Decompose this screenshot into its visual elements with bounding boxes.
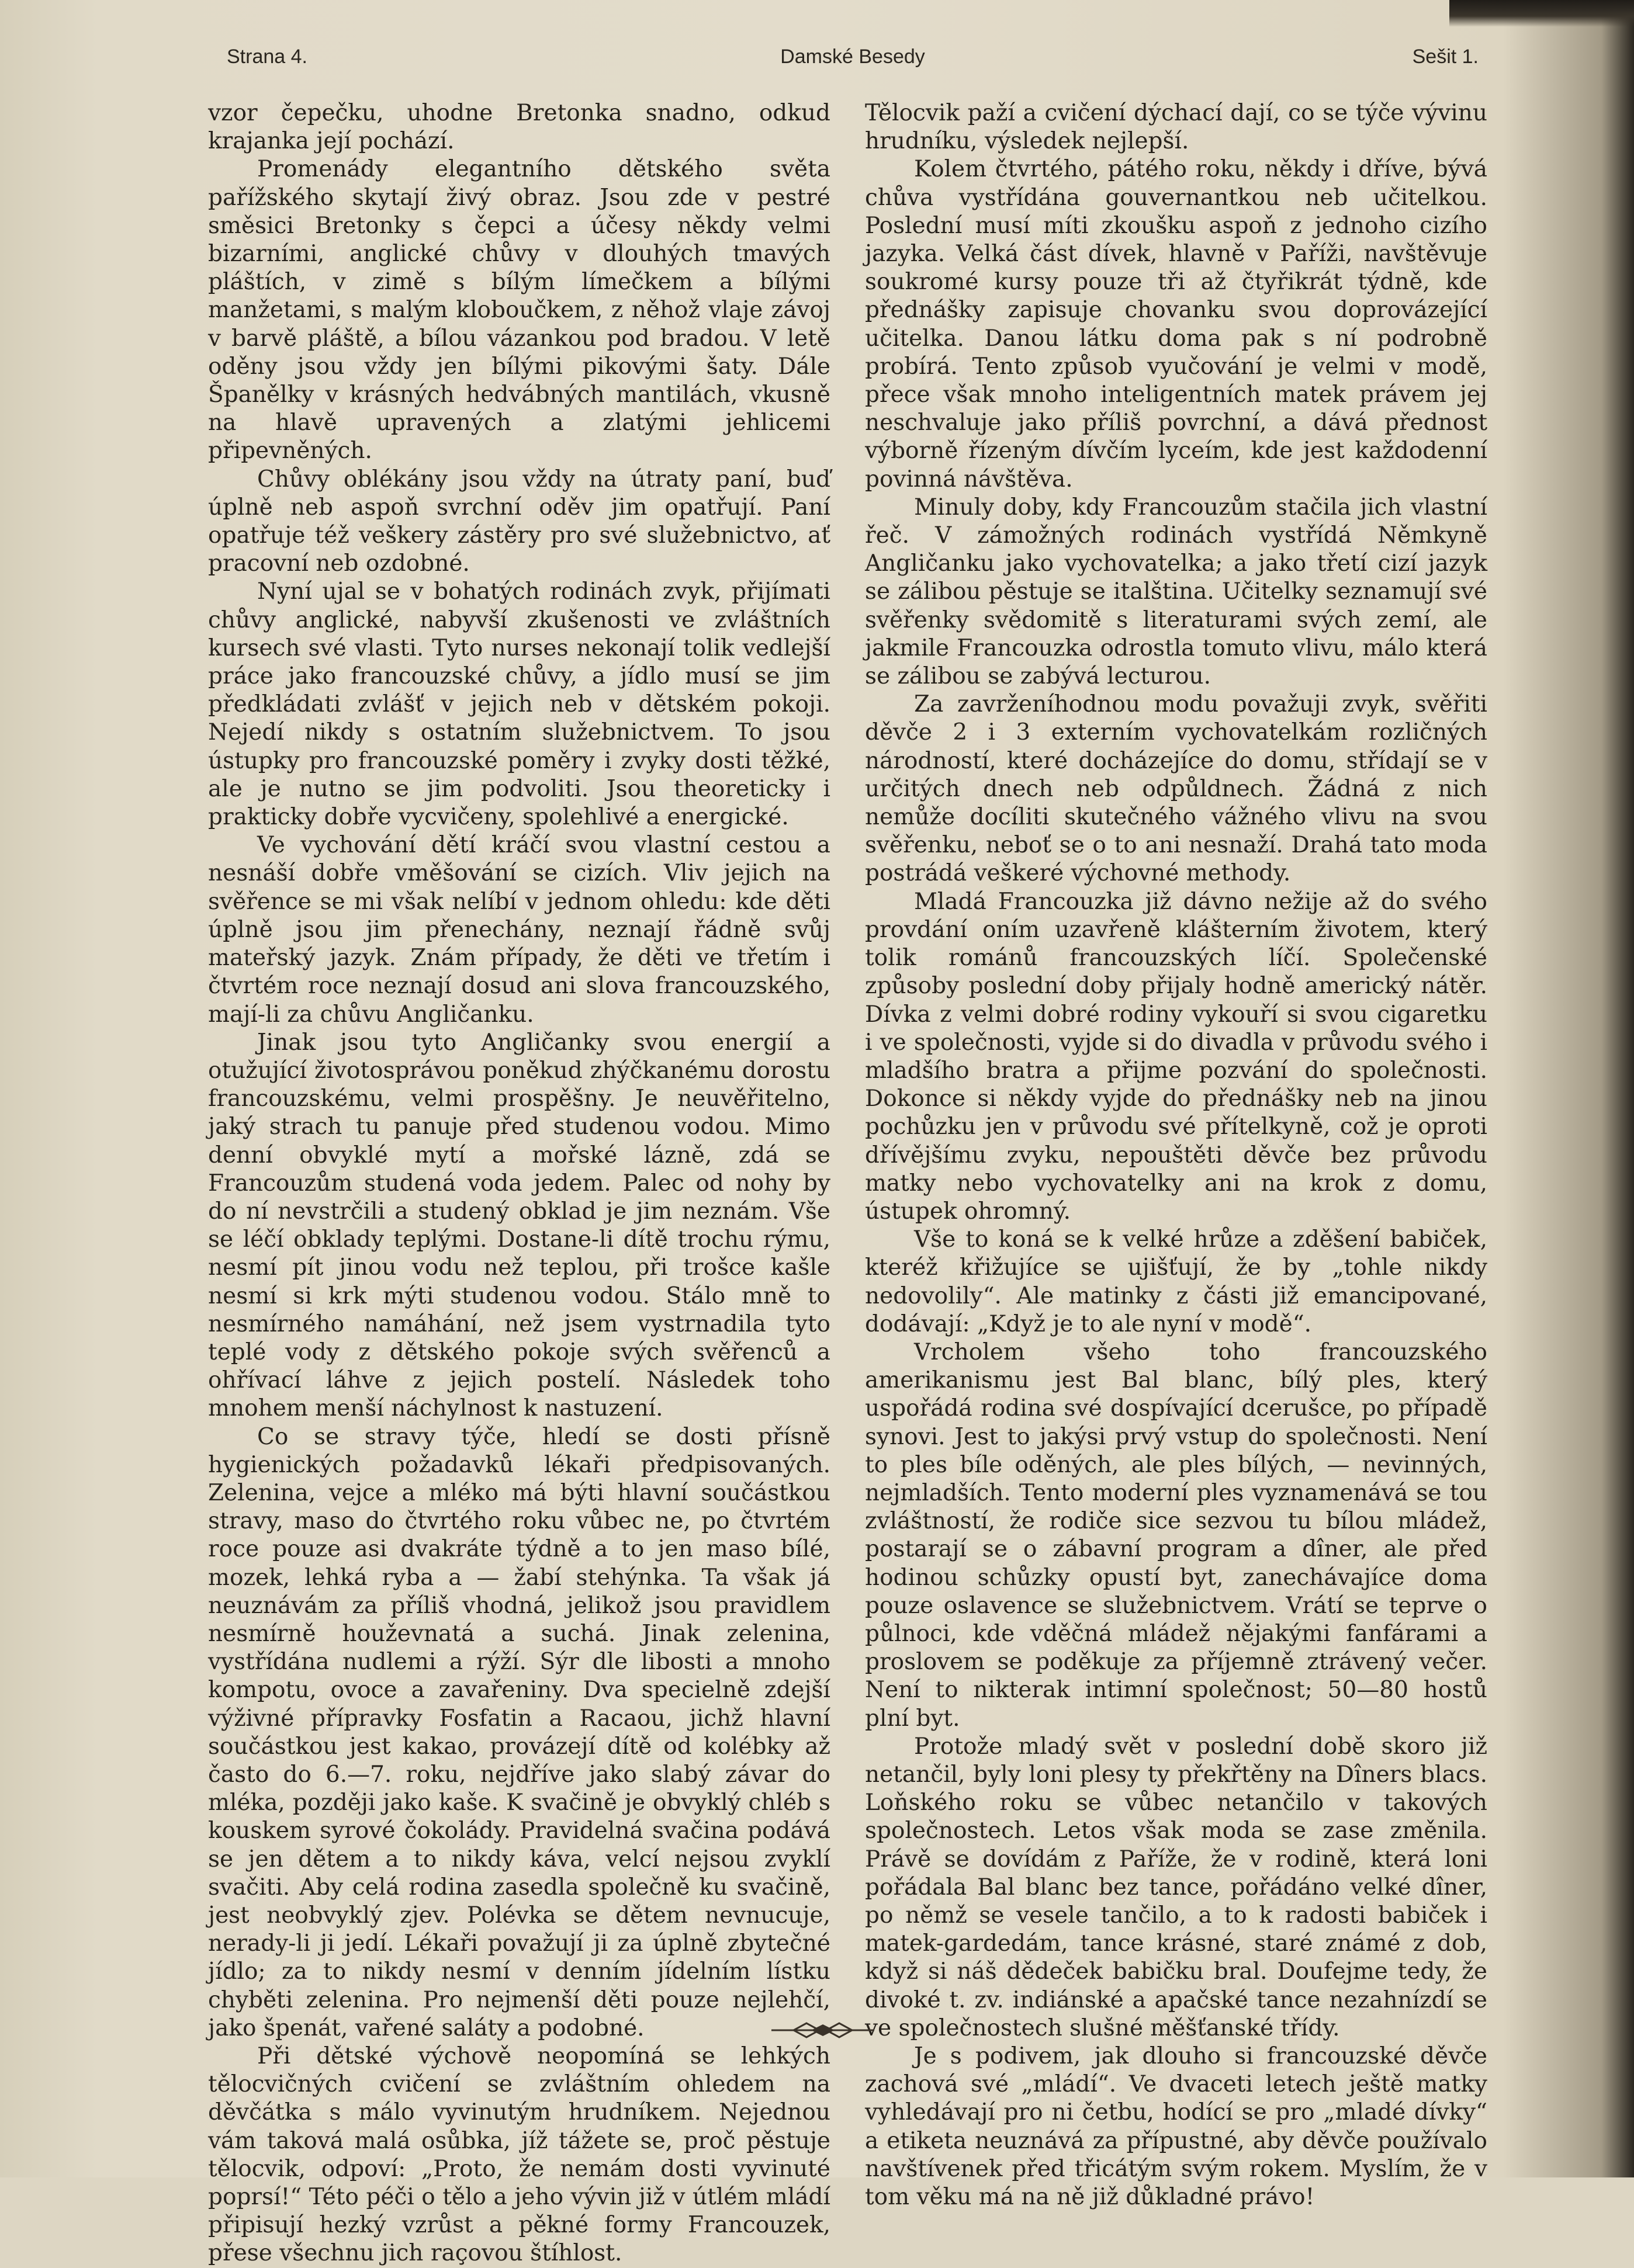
paragraph: Nyní ujal se v bohatých rodinách zvyk, přijímati chůvy anglické, nabyvší zkušenosti ve zvláštních kursech své vlasti. Tyto nurses nekonají tolik vedlejší práce jako francouzské chůvy, a jídlo musí se jim předkládati zvlášť v jejich neb v dětském pokoji. Nejedí nikdy s ostatním služebnictvem. To jsou ústupky pro francouzské poměry i zvyky dosti těžké, ale je nutno se jim podvoliti. Jsou theoreticky i prakticky dobře vycvičeny, spolehlivé a energické.	[208, 578, 830, 831]
scan-edge-shadow	[1449, 0, 1634, 27]
paragraph: Co se stravy týče, hledí se dosti přísně hygienických požadavků lékaři předpisovaných. Zelenina, vejce a mléko má býti hlavní součástkou stravy, maso do čtvrtého roku vůbec ne, po čtvrtém roce pouze asi dvakráte týdně a to jen maso bílé, mozek, lehká ryba a — žabí stehýnka. Ta však já neuznávám za příliš vhodná, jelikož jsou pravidlem nesmírně houževnatá a suchá. Jinak zelenina, vystřídána nudlemi a rýží. Sýr dle libosti a mnoho kompotu, ovoce a zavařeniny. Dva specielně zdejší výživné přípravky Fosfatin a Racaou, jichž hlavní součástkou jest kakao, provázejí dítě od kolébky až často do 6.—7. roku, nejdříve jako slabý závar do mléka, později jako kaše. K svačině je obvyklý chléb s kouskem syrové čokolády. Pravidelná svačina podává se jen dětem a to nikdy káva, velcí nejsou zvyklí svačiti. Aby celá rodina zasedla společně ku svačině, jest neobvyklý zjev. Polévka se dětem nevnucuje, nerady-li ji jedí. Lékaři považují ji za úplně zbytečné jídlo; za to nikdy nesmí v denním jídelním lístku chyběti zelenina. Pro nejmenší děti pouze nejlehčí, jako špenát, vařené saláty a podobné.	[208, 1423, 830, 2041]
paragraph: Vrcholem všeho toho francouzského amerikanismu jest Bal blanc, bílý ples, který uspořádá rodina své dospívající dcerušce, po případě synovi. Jest to jakýsi prvý vstup do společnosti. Není to ples bíle oděných, ale ples bílých, — nevinných, nejmladších. Tento moderní ples vyznamenává se tou zvláštností, že rodiče sice sezvou tu bílou mládež, postarají se o zábavní program a dîner, ale před hodinou schůzky opustí byt, zanechávajíce doma pouze oslavence se služebnictvem. Vrátí se teprve o půlnoci, kde vděčná mládež nějakými fanfárami a proslovem se poděkuje za příjemně ztrávený večer. Není to nikterak intimní společnost; 50—80 hostů plní byt.	[865, 1338, 1487, 1732]
paragraph: Za zavrženíhodnou modu považuji zvyk, svěřiti děvče 2 i 3 externím vychovatelkám rozličných národností, které docházejíce do domu, střídají se v určitých dnech neb odpůldnech. Žádná z nich nemůže docíliti skutečného vážného vlivu na svou svěřenku, neboť se o to ani nesnaží. Drahá tato moda postrádá veškeré výchovné methody.	[865, 691, 1487, 887]
paragraph: Tělocvik paží a cvičení dýchací dají, co se týče vývinu hrudníku, výsledek nejlepší.	[865, 100, 1487, 155]
paragraph: Minuly doby, kdy Francouzům stačila jich vlastní řeč. V zámožných rodinách vystřídá Němkyně Angličanku jako vychovatelka; a jako třetí cizí jazyk se zálibou pěstuje se italština. Učitelky seznamují své svěřenky svědomitě s literaturami svých zemí, ale jakmile Francouzka odrostla tomuto vlivu, málo která se zálibou se zabývá lecturou.	[865, 494, 1487, 690]
end-ornament-icon	[770, 2017, 875, 2043]
paragraph: Chůvy oblékány jsou vždy na útraty paní, buď úplně neb aspoň svrchní oděv jim opatřují. Paní opatřuje též veškery zástěry pro své služebnictvo, ať pracovní neb ozdobné.	[208, 466, 830, 577]
page-header	[227, 40, 1479, 81]
issue-number: Sešit 1.	[1412, 46, 1479, 68]
paragraph: Při dětské výchově neopomíná se lehkých tělocvičných cvičení se zvláštním ohledem na děvčátka s málo vyvinutým hrudníkem. Nejednou vám taková malá osůbka, jíž tážete se, proč pěstuje tělocvik, odpoví: „Proto, že nemám dosti vyvinuté poprsí!“ Této péči o tělo a jeho vývin již v útlém mládí připisují hezký vzrůst a pěkné formy Francouzek, přese všechnu jich raçovou štíhlost.	[208, 2043, 830, 2267]
page-number: Strana 4.	[227, 46, 307, 68]
paragraph: Jinak jsou tyto Angličanky svou energií a otužující životosprávou poněkud zhýčkanému dorostu francouzskému, velmi prospěšny. Je neuvěřitelno, jaký strach tu panuje před studenou vodou. Mimo denní obvyklé mytí a mořské lázně, zdá se Francouzům studená voda jedem. Palec od nohy by do ní nevstrčili a studený obklad je jim neznám. Vše se léčí obklady teplými. Dostane-li dítě trochu rýmu, nesmí pít jinou vodu než teplou, při trošce kašle nesmí si krk mýti studenou vodou. Stálo mně to nesmírného namáhání, než jsem vystrnadila tyto teplé vody z dětského pokoje svých svěřenců a ohřívací láhve z jejich postelí. Následek toho mnohem menší náchylnost k nastuzení.	[208, 1029, 830, 1422]
paragraph: Je s podivem, jak dlouho si francouzské děvče zachová své „mládí“. Ve dvaceti letech ještě matky vyhledávají pro ni četbu, hodící se pro „mladé dívky“ a etiketa neuznává za přípustné, aby děvče používalo navštívenek před třicátým svým rokem. Myslím, že v tom věku má na ně již důkladné právo!	[865, 2043, 1487, 2211]
paragraph: Vše to koná se k velké hrůze a zděšení babiček, kteréž křižujíce se ujišťují, že by „tohle nikdy nedovolily“. Ale matinky z části již emancipované, dodávají: „Když je to ale nyní v modě“.	[865, 1226, 1487, 1337]
paragraph: Protože mladý svět v poslední době skoro již netančil, byly loni plesy ty překřtěny na Dîners blacs. Loňského roku se vůbec netančilo v takových společnostech. Letos však moda se zase změnila. Právě se dovídám z Paříže, že v rodině, která loni pořádala Bal blanc bez tance, pořádáno velké dîner, po němž se vesele tančilo, a to k radosti babiček i matek-gardedám, tance krásné, staré známé z dob, když si náš dědeček babičku bral. Doufejme tedy, že divoké t. zv. indiánské a apačské tance nezahnízdí se ve společnostech slušné měšťanské třídy.	[865, 1733, 1487, 2041]
paragraph: Mladá Francouzka již dávno nežije až do svého provdání oním uzavřeně klášterním životem, který tolik románů francouzských líčí. Společenské způsoby poslední doby přijaly hodně americký nátěr. Dívka z velmi dobré rodiny vykouří si svou cigaretku i ve společnosti, vyjde si do divadla v průvodu svého i mladšího bratra a přijme pozvání do společnosti. Dokonce si někdy vyjde do přednášky neb na jinou pochůzku jen v průvodu své přítelkyně, což je oproti dřívějšímu zvyku, nepouštěti děvče bez průvodu matky nebo vychovatelky ani na krok z domu, ústupek ohromný.	[865, 888, 1487, 1225]
paragraph: vzor čepečku, uhodne Bretonka snadno, odkud krajanka její pochází.	[208, 100, 830, 155]
magazine-title: Damské Besedy	[780, 46, 925, 68]
right-column	[865, 99, 1487, 2211]
paragraph: Kolem čtvrtého, pátého roku, někdy i dříve, bývá chůva vystřídána gouvernantkou neb učitelkou. Poslední musí míti zkoušku aspoň z jednoho cizího jazyka. Velká část dívek, hlavně v Paříži, navštěvuje soukromé kursy pouze tři až čtyřikrát týdně, kde přednášky zapisuje chovanku svou doprovázející učitelka. Danou látku doma pak s ní podrobně probírá. Tento způsob vyučování je velmi v modě, přece však mnoho inteligentních matek právem jej neschvaluje jako příliš povrchní, a dává přednost výborně řízeným dívčím lyceím, kde jest každodenní povinná návštěva.	[865, 156, 1487, 493]
paragraph: Ve vychování dětí kráčí svou vlastní cestou a nesnáší dobře vměšování se cizích. Vliv jejich na svěřence se mi však nelíbí v jednom ohledu: kde děti úplně jsou jim přenechány, neznají řádně svůj mateřský jazyk. Znám případy, že děti ve třetím i čtvrtém roce neznají dosud ani slova francouzského, mají-li za chůvu Angličanku.	[208, 832, 830, 1028]
left-column	[208, 99, 830, 2268]
paragraph: Promenády elegantního dětského světa pařížského skytají živý obraz. Jsou zde v pestré směsici Bretonky s čepci a účesy někdy velmi bizarními, anglické chůvy v dlouhých tmavých pláštích, v zimě s bílým límečkem a bílými manžetami, s malým kloboučkem, z něhož vlaje závoj v barvě pláště, a bílou vázankou pod bradou. V letě oděny jsou vždy jen bílými pikovými šaty. Dále Španělky v krásných hedvábných mantilách, vkusně na hlavě upravených a zlatými jehlicemi připevněných.	[208, 156, 830, 464]
